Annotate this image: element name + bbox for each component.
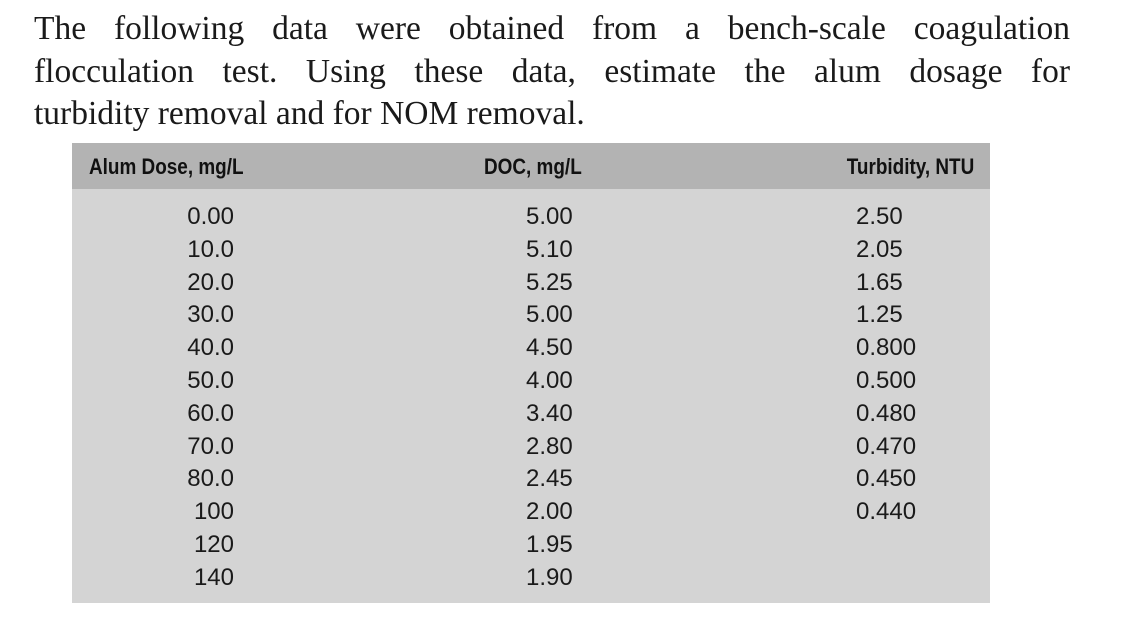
table-row (72, 431, 990, 464)
doc-cell: 5.00 (526, 301, 573, 329)
alum-dose-cell: 40.0 (187, 334, 234, 362)
turbidity-cell: 0.480 (856, 399, 917, 427)
alum-dose-cell: 10.0 (187, 235, 234, 263)
table-row (72, 201, 990, 234)
alum-dose-cell: 140 (193, 563, 234, 591)
table-row (72, 529, 990, 562)
turbidity-cell: 0.500 (856, 366, 917, 394)
clipped-previous-line (0, 0, 1148, 8)
alum-dose-cell: 60.0 (187, 399, 234, 427)
problem-line-1: The following data were obtained from a bench-scale coagulation (34, 10, 1070, 47)
alum-dose-cell: 0.00 (187, 203, 234, 230)
turbidity-cell: 2.50 (856, 203, 903, 230)
turbidity-cell: 0.470 (856, 432, 917, 460)
doc-cell: 5.10 (526, 235, 573, 263)
alum-dose-cell: 80.0 (187, 465, 234, 493)
problem-statement (34, 8, 1070, 136)
doc-cell: 5.25 (526, 268, 573, 296)
table-row (72, 332, 990, 365)
doc-cell: 5.00 (526, 203, 573, 230)
turbidity-cell: 0.800 (856, 334, 917, 362)
alum-dose-cell: 120 (193, 530, 234, 558)
data-table (72, 143, 990, 603)
table-row (72, 463, 990, 496)
table-body (72, 201, 990, 595)
table-row (72, 496, 990, 529)
turbidity-cell: 2.05 (856, 235, 903, 263)
turbidity-cell: 0.450 (856, 465, 917, 493)
doc-cell: 2.45 (526, 465, 573, 493)
alum-dose-cell: 30.0 (187, 301, 234, 329)
problem-line-3: turbidity removal and for NOM removal. (34, 95, 585, 132)
doc-cell: 2.00 (526, 498, 573, 526)
alum-dose-cell: 50.0 (187, 366, 234, 394)
header-doc: DOC, mg/L (484, 154, 582, 179)
alum-dose-cell: 70.0 (187, 432, 234, 460)
problem-line-2: flocculation test. Using these data, estimate the alum dosage for (34, 52, 1070, 90)
table-row (72, 234, 990, 267)
alum-dose-cell: 20.0 (187, 268, 234, 296)
turbidity-cell: 1.25 (856, 301, 903, 329)
doc-cell: 4.50 (526, 334, 573, 362)
table-row (72, 562, 990, 595)
alum-dose-cell: 100 (193, 498, 234, 526)
doc-cell: 3.40 (526, 399, 573, 427)
turbidity-cell: 1.65 (856, 268, 903, 296)
header-turbidity: Turbidity, NTU (846, 154, 974, 179)
turbidity-cell: 0.440 (856, 498, 917, 526)
table-row (72, 398, 990, 431)
table-row (72, 267, 990, 300)
doc-cell: 4.00 (526, 366, 573, 394)
table-header (72, 143, 990, 189)
doc-cell: 1.95 (526, 530, 573, 558)
doc-cell: 2.80 (526, 432, 573, 460)
header-alum-dose: Alum Dose, mg/L (89, 154, 244, 179)
doc-cell: 1.90 (526, 563, 573, 591)
table-row (72, 299, 990, 332)
table-row (72, 365, 990, 398)
